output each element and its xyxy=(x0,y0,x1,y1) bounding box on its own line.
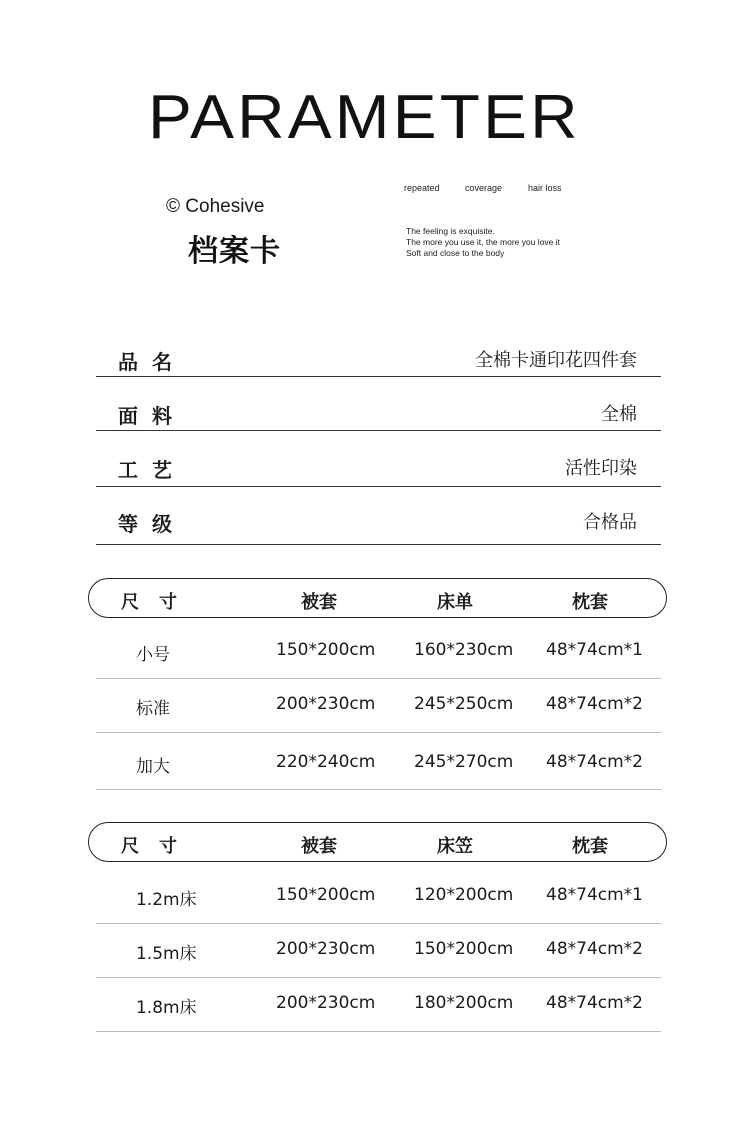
table-cell: 200*230cm xyxy=(276,993,376,1013)
brand-name: © Cohesive xyxy=(166,196,265,217)
table-cell: 1.5m床 xyxy=(136,944,197,964)
table-header-cell: 枕套 xyxy=(572,836,608,857)
table-cell: 48*74cm*2 xyxy=(546,939,643,959)
table-cell: 48*74cm*1 xyxy=(546,885,643,905)
table-row xyxy=(96,678,661,733)
info-row-name xyxy=(96,340,661,377)
info-row-grade xyxy=(96,502,661,545)
table-cell: 200*230cm xyxy=(276,694,376,714)
table2-header xyxy=(88,822,667,862)
table-cell: 48*74cm*1 xyxy=(546,640,643,660)
info-row-fabric xyxy=(96,394,661,431)
table1-header xyxy=(88,578,667,618)
info-value: 合格品 xyxy=(583,512,637,533)
table-header-cell: 床笠 xyxy=(437,836,473,857)
tag-item: coverage xyxy=(465,183,503,193)
table-cell: 220*240cm xyxy=(276,752,376,772)
info-value: 全棉卡通印花四件套 xyxy=(475,350,637,371)
tagline xyxy=(406,226,560,259)
table-cell: 120*200cm xyxy=(414,885,514,905)
tagline-line: The feeling is exquisite. xyxy=(406,226,495,236)
table-header-cell: 尺寸 xyxy=(121,592,197,613)
table-row xyxy=(96,977,661,1032)
table-row xyxy=(96,624,661,679)
table-cell: 200*230cm xyxy=(276,939,376,959)
table-cell: 48*74cm*2 xyxy=(546,752,643,772)
table-cell: 48*74cm*2 xyxy=(546,993,643,1013)
table-row xyxy=(96,869,661,924)
table-cell: 180*200cm xyxy=(414,993,514,1013)
table-header-cell: 被套 xyxy=(301,592,337,613)
table-cell: 标准 xyxy=(136,699,170,719)
table-header-cell: 床单 xyxy=(437,592,473,613)
info-label: 等级 xyxy=(118,512,186,536)
tag-item: repeated xyxy=(404,183,440,193)
table-header-cell: 枕套 xyxy=(572,592,608,613)
info-label: 面料 xyxy=(118,404,186,428)
table-cell: 150*200cm xyxy=(276,640,376,660)
info-label: 品名 xyxy=(118,350,186,374)
tag-item: hair loss xyxy=(528,183,562,193)
table-cell: 150*200cm xyxy=(414,939,514,959)
table-cell: 加大 xyxy=(136,757,170,777)
table-row xyxy=(96,923,661,978)
page-title: PARAMETER xyxy=(148,83,581,152)
table-cell: 1.2m床 xyxy=(136,890,197,910)
table-cell: 小号 xyxy=(136,645,170,665)
table-cell: 245*250cm xyxy=(414,694,514,714)
table-cell: 245*270cm xyxy=(414,752,514,772)
info-row-craft xyxy=(96,448,661,487)
tagline-line: Soft and close to the body xyxy=(406,248,505,258)
table-cell: 48*74cm*2 xyxy=(546,694,643,714)
table-header-cell: 被套 xyxy=(301,836,337,857)
table-cell: 160*230cm xyxy=(414,640,514,660)
info-value: 全棉 xyxy=(601,404,637,425)
table-cell: 150*200cm xyxy=(276,885,376,905)
info-value: 活性印染 xyxy=(565,458,637,479)
table-row xyxy=(96,732,661,790)
tagline-line: The more you use it, the more you love it xyxy=(406,237,561,247)
table-header-cell: 尺寸 xyxy=(121,836,197,857)
table-cell: 1.8m床 xyxy=(136,998,197,1018)
info-label: 工艺 xyxy=(118,458,186,482)
archive-title: 档案卡 xyxy=(188,234,281,269)
